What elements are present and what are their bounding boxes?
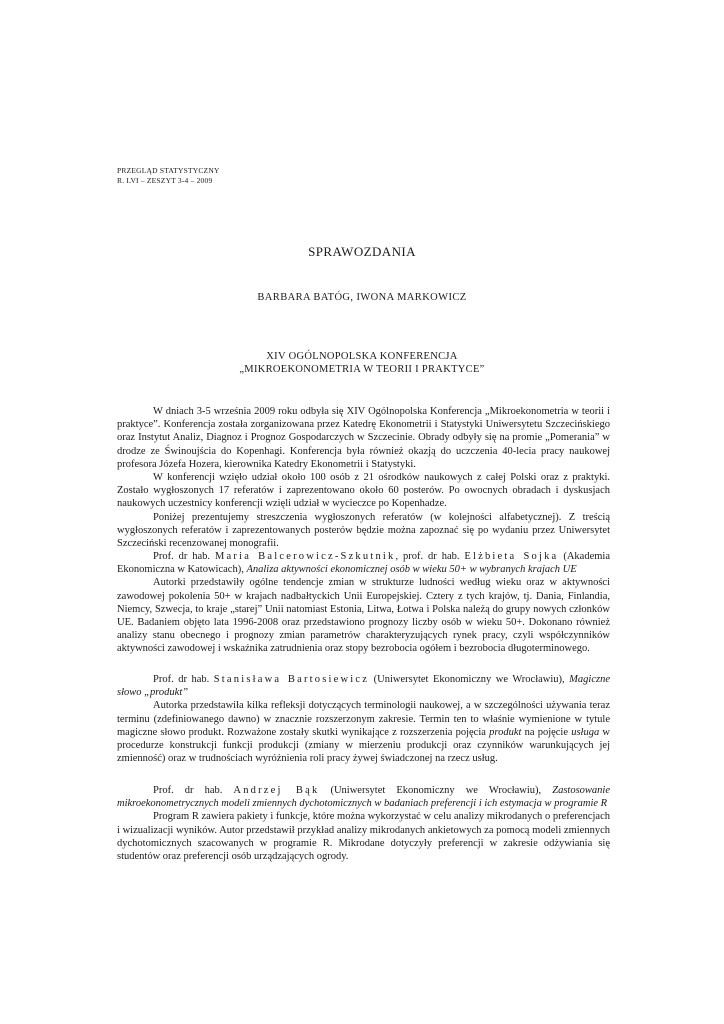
talk-2-term-usluga: usługa (571, 726, 600, 738)
talk-2-author: Stanisława Bartosiewicz (213, 674, 370, 685)
talk-1-affiliation: (Akademia Ekonomiczna w Katowicach), (117, 551, 610, 576)
talk-2-abstract-part-1: Autorka przedstawiła kilka refleksji dotyczących terminologii naukowej, a w szczególności używania teraz terminu (zdefiniowanego dawno) w znacznie rozszerzonym zakresie. Termin ten to właśnie wymienione w tytule magiczne słowo produkt. Rozważone zostały skutki wynikające z rozszerzenia pojęcia (117, 700, 610, 738)
conference-title-line1: XIV OGÓLNOPOLSKA KONFERENCJA (266, 351, 458, 362)
talk-1-abstract: Autorki przedstawiły ogólne tendencje zmian w strukturze ludności według wieku oraz w aktywności zawodowej pokolenia 50+ w krajach nadbałtyckich Unii Europejskiej. Cztery z tych krajów, tj. Dania, Finlandia, Niemcy, Szwecja, to kraje „starej” Unii natomiast Estonia, Litwa, Łotwa i Polska należą do grupy nowych członków UE. Badaniem objęto lata 1996-2008 oraz przedstawiono prognozy liczby osób w wieku 50+. Dokonano również analizy stanu obecnego i prognozy zmian parametrów charakteryzujących rynek pracy, czyli współczynników aktywności zawodowej i wskaźnika zatrudnienia oraz stopy bezrobocia ogółem i bezrobocia długoterminowego. (117, 577, 610, 655)
talk-1-title: Analiza aktywności ekonomicznej osób w wieku 50+ w wybranych krajach UE (246, 564, 577, 576)
report-authors: BARBARA BATÓG, IWONA MARKOWICZ (257, 292, 467, 303)
conference-title-line2: „MIKROEKONOMETRIA W TEORII I PRAKTYCE” (239, 364, 485, 375)
talk-3 (117, 784, 610, 863)
talk-2-term-produkt: produkt (489, 726, 522, 738)
talk-3-affiliation: (Uniwersytet Ekonomiczny we Wrocławiu), (319, 785, 553, 796)
intro-paragraph-2: W konferencji wzięło udział około 100 osób z 21 ośrodków naukowych z całej Polski oraz z praktyki. Zostało wygłoszonych 17 referatów i zaprezentowano około 60 posterów. Po owocnych obradach i dyskusjach naukowych uczestnicy konferencji wzięli udział w wycieczce po Kopenhadze. (117, 472, 610, 510)
talk-2-title: Magiczne słowo „produkt” (117, 674, 610, 699)
intro-paragraph-3: Poniżej prezentujemy streszczenia wygłoszonych referatów (w kolejności alfabetycznej). Z treścią wygłoszonych referatów i zaprezentowanych posterów będzie można zapoznać się po wydaniu przez Uniwersytet Szczeciński recenzowanej monografii. (117, 511, 610, 550)
talk-2-abstract (117, 699, 610, 765)
talk-2-heading (117, 673, 610, 699)
talk-1-joiner: , prof. dr hab. (395, 551, 465, 562)
talk-3-author: Andrzej Bąk (233, 785, 320, 796)
talk-3-heading (117, 784, 610, 810)
talk-1-heading (117, 550, 610, 576)
talk-2 (117, 673, 610, 765)
talk-2-abstract-part-2: na pojęcie (521, 726, 572, 738)
talk-3-title: Zastosowanie mikroekonometrycznych modeli zmiennych dychotomicznych w badaniach preferencji i ich estymacja w programie R (117, 785, 611, 810)
intro-section (117, 405, 610, 550)
talk-1-author-1: Maria Balcerowicz-Szkutnik (214, 551, 396, 562)
journal-issue: R. LVI – ZESZYT 3-4 – 2009 (117, 176, 213, 185)
talk-1-author-2: Elżbieta Sojka (464, 551, 559, 562)
talk-1-title-prefix: Prof. dr hab. (153, 551, 215, 562)
conference-title (0, 350, 724, 376)
journal-name: PRZEGLĄD STATYSTYCZNY (117, 166, 220, 175)
talk-3-abstract: Program R zawiera pakiety i funkcje, które można wykorzystać w celu analizy mikrodanych o preferencjach i wizualizacji wyników. Autor przedstawił przykład analizy mikrodanych ankietowych za pomocą modeli zmiennych dychotomicznych szacowanych w programie R. Mikrodane dotyczyły preferencji w zakresie odżywiania się studentów oraz preferencji osób urządzających ogrody. (117, 811, 610, 863)
talk-2-affiliation: (Uniwersytet Ekonomiczny we Wrocławiu), (369, 674, 570, 685)
journal-header (117, 166, 220, 186)
intro-paragraph-1: W dniach 3-5 września 2009 roku odbyła się XIV Ogólnopolska Konferencja „Mikroekonometria w teorii i praktyce”. Konferencja została zorganizowana przez Katedrę Ekonometrii i Statystyki Uniwersytetu Szczecińskiego oraz Instytut Analiz, Diagnoz i Prognoz Gospodarczych w Szczecinie. Obrady odbyły się na promie „Pomerania” w drodze ze Świnoujścia do Kopenhagi. Konferencja była również okazją do uczczenia 40-lecia pracy naukowej profesora Józefa Hozera, kierownika Katedry Ekonometrii i Statystyki. (117, 406, 610, 470)
talk-1 (117, 550, 610, 656)
talk-3-title-prefix: Prof. dr hab. (153, 785, 234, 796)
section-title: SPRAWOZDANIA (308, 244, 416, 259)
talk-2-abstract-part-3: w procedurze konstrukcji funkcji produkcji (zmiany w mierzeniu produkcji oraz czynników warunkujących jej zmienność) oraz w trudnościach wyróżnienia roli pracy żywej świadczonej na rzecz usług. (117, 726, 610, 765)
talk-2-title-prefix: Prof. dr hab. (153, 674, 214, 685)
